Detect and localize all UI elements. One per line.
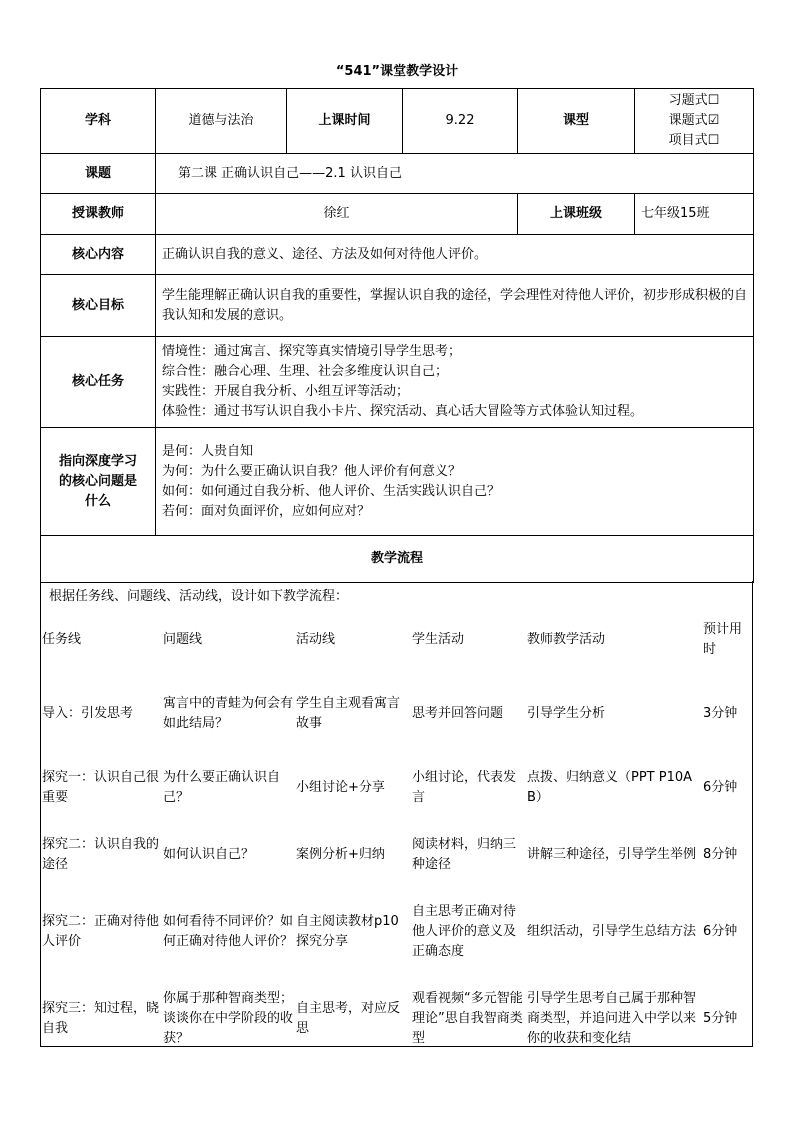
task-list <box>156 337 754 428</box>
teacher-value: 徐红 <box>156 194 518 235</box>
cell-task: 探究二：认识自我的途径 <box>42 837 160 872</box>
table-row <box>41 887 752 977</box>
cell-activity: 案例分析+归纳 <box>296 847 385 862</box>
column-header: 学生活动 <box>412 632 465 647</box>
cell-teacher: 组织活动，引导学生总结方法 <box>527 924 697 939</box>
cell-student: 自主思考正确对待他人评价的意义及正确态度 <box>412 904 517 959</box>
class-value: 七年级15班 <box>635 194 754 235</box>
topic-label: 课题 <box>41 154 156 194</box>
type-option-project: 项目式☐ <box>668 133 720 148</box>
cell-activity: 自主阅读教材p10探究分享 <box>296 914 399 949</box>
cell-question: 你属于那种智商类型；谈谈你在中学阶段的收获？ <box>163 991 294 1046</box>
topic-value: 第二课 正确认识自己——2.1 认识自己 <box>156 154 754 194</box>
lesson-info-table <box>40 88 754 583</box>
column-header: 任务线 <box>42 632 82 647</box>
flow-intro: 根据任务线、问题线、活动线，设计如下教学流程： <box>49 589 349 604</box>
cell-question: 如何认识自己？ <box>163 847 255 862</box>
table-row <box>41 823 752 887</box>
cell-activity: 学生自主观看寓言故事 <box>296 696 401 731</box>
cell-task: 探究二：正确对待他人评价 <box>42 914 160 949</box>
question-label-line: 什么 <box>84 493 111 509</box>
time-label: 上课时间 <box>287 89 403 154</box>
content-label: 核心内容 <box>41 235 156 275</box>
table-row <box>41 753 752 823</box>
cell-question: 如何看待不同评价？如何正确对待他人评价？ <box>163 914 294 949</box>
task-line: 综合性：融合心理、生理、社会多维度认识自己； <box>162 364 449 379</box>
table-row <box>41 675 752 753</box>
cell-teacher: 讲解三种途径，引导学生举例 <box>527 847 697 862</box>
cell-student: 思考并回答问题 <box>412 706 504 721</box>
cell-teacher: 引导学生分析 <box>527 706 606 721</box>
question-label <box>41 428 156 536</box>
table-row <box>41 977 752 1061</box>
cell-activity: 小组讨论+分享 <box>296 780 385 795</box>
cell-teacher: 引导学生思考自己属于那种智商类型，并追问进入中学以来你的收获和变化结 <box>527 991 697 1046</box>
type-option-topic: 课题式☑ <box>668 113 720 128</box>
goal-label: 核心目标 <box>41 275 156 337</box>
question-list <box>156 428 754 536</box>
column-header: 教师教学活动 <box>527 632 606 647</box>
column-header: 预计用时 <box>703 622 743 657</box>
cell-task: 探究一：认识自己很重要 <box>42 770 160 805</box>
task-line: 体验性：通过书写认识自我小卡片、探究活动、真心话大冒险等方式体验认知过程。 <box>162 404 644 419</box>
cell-time: 6分钟 <box>703 780 738 795</box>
cell-time: 8分钟 <box>703 847 738 862</box>
lesson-type-options <box>635 89 754 154</box>
cell-student: 观看视频“多元智能理论”思自我智商类型 <box>412 991 523 1046</box>
question-line: 如何：如何通过自我分析、他人评价、生活实践认识自己？ <box>162 483 501 499</box>
task-line: 实践性：开展自我分析、小组互评等活动； <box>162 384 410 399</box>
question-line: 若何：面对负面评价，应如何应对？ <box>162 503 371 519</box>
task-line: 情境性：通过寓言、探究等真实情境引导学生思考； <box>162 344 462 359</box>
subject-label: 学科 <box>41 89 156 154</box>
time-value: 9.22 <box>403 89 518 154</box>
subject-value: 道德与法治 <box>156 89 287 154</box>
cell-activity: 自主思考，对应反思 <box>296 1001 401 1036</box>
class-label: 上课班级 <box>518 194 635 235</box>
cell-student: 阅读材料，归纳三种途径 <box>412 837 517 872</box>
column-header: 活动线 <box>296 632 336 647</box>
cell-student: 小组讨论，代表发言 <box>412 770 517 805</box>
cell-question: 为什么要正确认识自己？ <box>163 770 281 805</box>
cell-task: 探究三：知过程，晓自我 <box>42 1001 160 1036</box>
goal-value: 学生能理解正确认识自我的重要性，掌握认识自我的途径，学会理性对待他人评价，初步形成积极的自我认知和发展的意识。 <box>156 275 754 337</box>
type-label: 课型 <box>518 89 635 154</box>
teaching-flow-table <box>41 605 752 1061</box>
teaching-flow-section <box>40 581 753 1047</box>
question-label-line: 指向深度学习 <box>58 453 137 469</box>
type-option-exercise: 习题式☐ <box>668 93 720 108</box>
question-label-line: 的核心问题是 <box>58 473 137 489</box>
flow-heading: 教学流程 <box>41 536 754 583</box>
cell-time: 5分钟 <box>703 1011 738 1026</box>
question-line: 为何：为什么要正确认识自我？他人评价有何意义？ <box>162 463 462 479</box>
content-value: 正确认识自我的意义、途径、方法及如何对待他人评价。 <box>156 235 754 275</box>
cell-time: 3分钟 <box>703 706 738 721</box>
cell-task: 导入：引发思考 <box>42 706 134 721</box>
cell-teacher: 点拨、归纳意义（PPT P10A B） <box>527 770 693 805</box>
question-line: 是何：人贵自知 <box>162 443 254 459</box>
cell-time: 6分钟 <box>703 924 738 939</box>
flow-header-row <box>41 605 752 675</box>
cell-question: 寓言中的青蛙为何会有如此结局？ <box>163 696 294 731</box>
teacher-label: 授课教师 <box>41 194 156 235</box>
column-header: 问题线 <box>163 632 203 647</box>
document-title: “541”课堂教学设计 <box>335 64 459 79</box>
task-label: 核心任务 <box>41 337 156 428</box>
